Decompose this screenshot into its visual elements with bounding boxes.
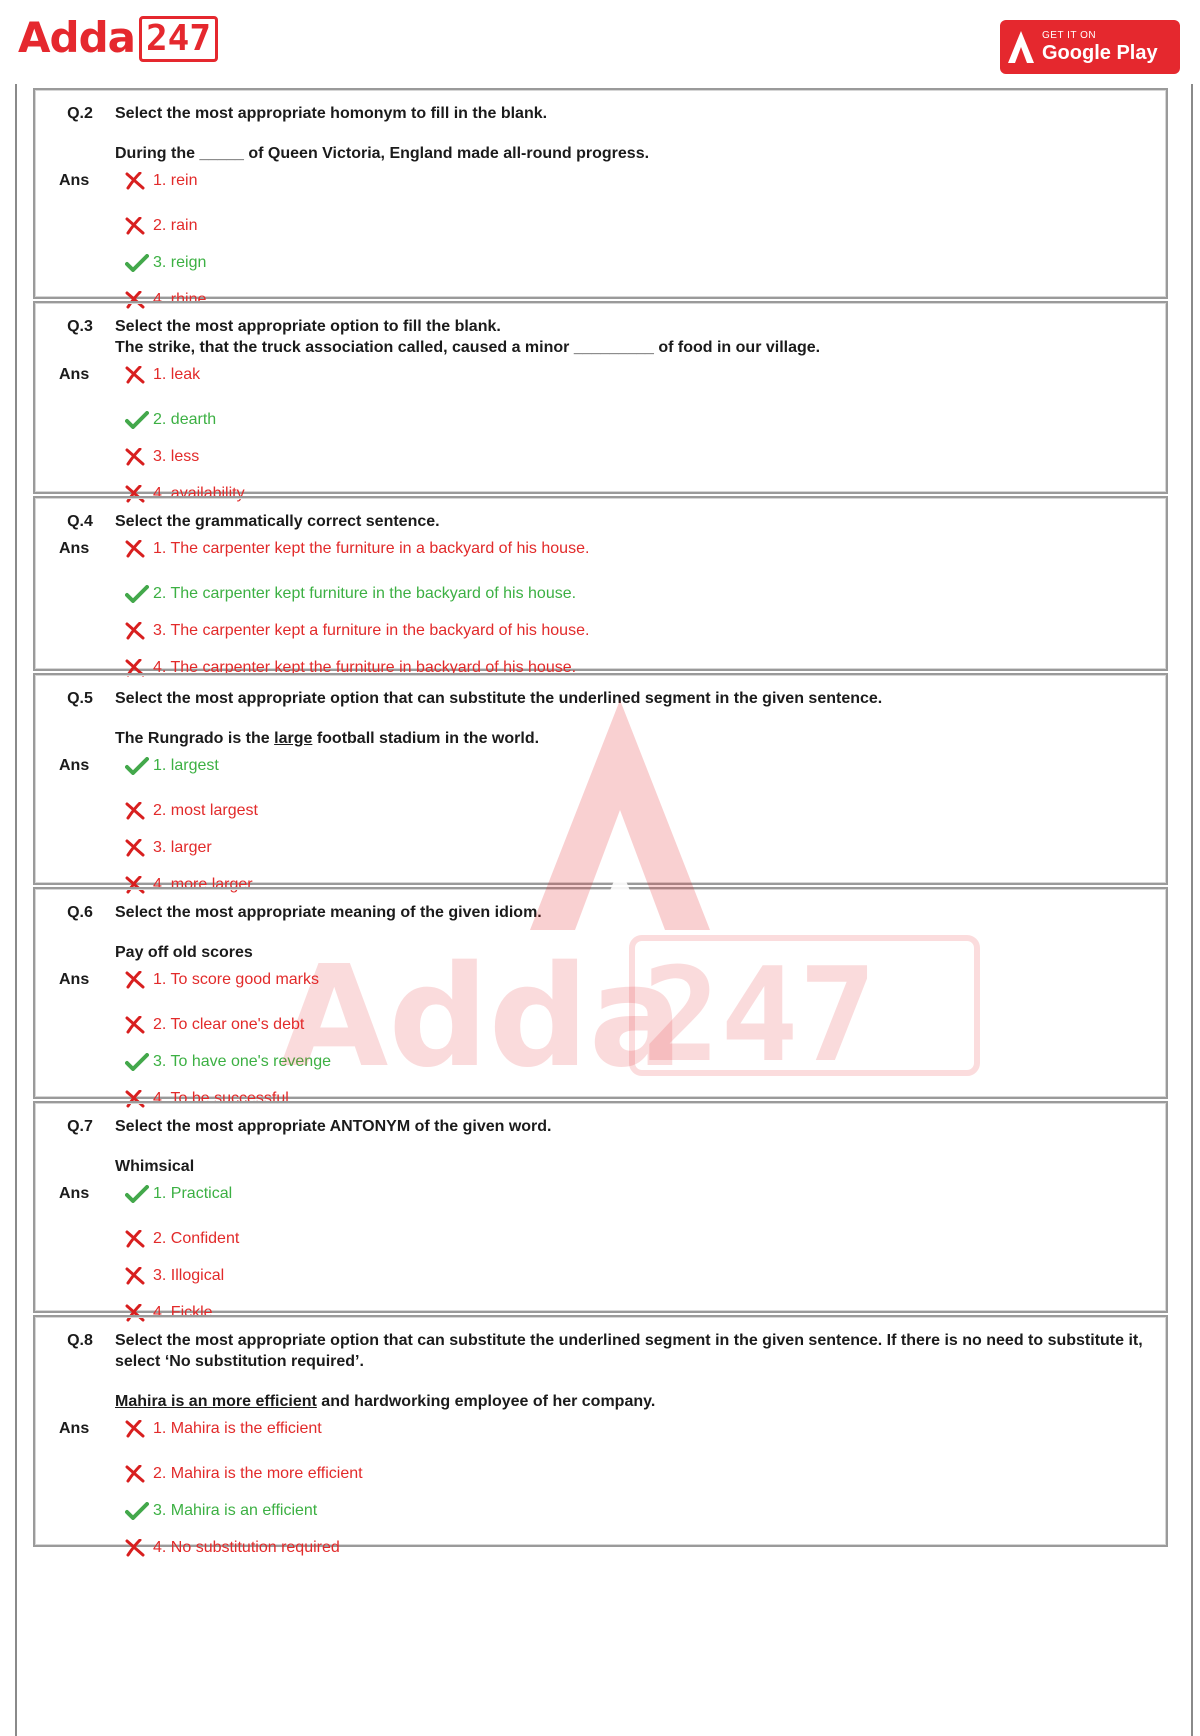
option-label: 4. No substitution required: [153, 1538, 340, 1556]
answer-option: [125, 438, 1150, 475]
question-line: Select the most appropriate homonym to fill in the blank.: [115, 105, 548, 122]
option-label: 2. rain: [153, 216, 198, 234]
option-label: 4. Fickle: [153, 1303, 213, 1321]
logo-text: Adda: [18, 13, 135, 62]
option-label: 1. leak: [153, 366, 201, 383]
question-number: Q.8: [67, 1332, 93, 1349]
cross-icon: [125, 446, 153, 468]
question-text: [115, 511, 1150, 532]
answer-option: [125, 1043, 1150, 1080]
cross-icon: [125, 800, 153, 822]
answer-label: Ans: [59, 1185, 90, 1202]
option-label: 3. larger: [153, 838, 212, 856]
question-line: Select the most appropriate ANTONYM of the given word.: [115, 1118, 552, 1135]
answer-options: [115, 1418, 1150, 1566]
watermark-text: Adda: [280, 936, 684, 1099]
question-number: Q.3: [67, 318, 93, 335]
answer-option: [125, 969, 1150, 991]
answer-options: [115, 364, 1150, 512]
question-sentence: Pay off old scores: [115, 944, 253, 961]
answer-option: [125, 170, 1150, 192]
question-box: [33, 887, 1168, 1107]
check-icon: [125, 1500, 153, 1522]
question-number: Q.7: [67, 1118, 93, 1135]
answer-label: Ans: [59, 971, 90, 988]
question-text: [115, 688, 1150, 749]
question-text: [115, 103, 1150, 164]
option-label: 2. Confident: [153, 1229, 240, 1247]
cross-icon: [125, 1418, 153, 1440]
option-label: 2. To clear one's debt: [153, 1015, 305, 1033]
answer-label: Ans: [59, 1420, 90, 1437]
question-number: Q.5: [67, 690, 93, 707]
check-icon: [125, 409, 153, 431]
badge-big-text: Google Play: [1042, 42, 1158, 64]
answer-options: [115, 1183, 1150, 1331]
option-label: 1. rein: [153, 172, 198, 189]
question-box: [33, 1315, 1168, 1556]
answer-option: [125, 207, 1150, 244]
question-box: [33, 673, 1168, 893]
answer-option: [125, 1418, 1150, 1440]
answer-option: [125, 244, 1150, 281]
cross-icon: [125, 538, 153, 560]
question-line: Select the grammatically correct sentence.: [115, 513, 440, 530]
logo-number: 247: [139, 16, 218, 62]
cross-icon: [125, 969, 153, 991]
check-icon: [125, 1183, 153, 1205]
cross-icon: [125, 1463, 153, 1485]
option-label: 2. dearth: [153, 410, 217, 428]
answer-option: [125, 612, 1150, 649]
question-text: [115, 316, 1150, 358]
option-label: 2. Mahira is the more efficient: [153, 1464, 363, 1482]
answer-options: [115, 538, 1150, 686]
question-box: [33, 496, 1168, 676]
sentence-part: and hardworking employee of her company.: [316, 1393, 656, 1410]
cross-icon: [125, 837, 153, 859]
answer-options: [115, 969, 1150, 1117]
option-label: 4. To be successful: [153, 1089, 289, 1107]
question-list: [33, 88, 1168, 1556]
answer-option: [125, 1455, 1150, 1492]
answer-option: [125, 1006, 1150, 1043]
answer-label: Ans: [59, 757, 90, 774]
question-box: [33, 301, 1168, 502]
check-icon: [125, 583, 153, 605]
option-label: 2. The carpenter kept furniture in the backyard of his house.: [153, 584, 577, 602]
answer-option: [125, 538, 1150, 560]
question-sentence: During the _____ of Queen Victoria, England made all-round progress.: [115, 145, 650, 162]
question-number: Q.6: [67, 904, 93, 921]
option-label: 3. To have one's revenge: [153, 1052, 331, 1070]
sentence-part: football stadium in the world.: [312, 730, 540, 747]
answer-option: [125, 1220, 1150, 1257]
cross-icon: [125, 620, 153, 642]
question-number: Q.2: [67, 105, 93, 122]
option-label: 4. more larger: [153, 875, 253, 893]
option-label: 3. Mahira is an efficient: [153, 1501, 318, 1519]
option-label: 1. Practical: [153, 1185, 233, 1202]
cross-icon: [125, 170, 153, 192]
answer-label: Ans: [59, 540, 90, 557]
question-line: Select the most appropriate option that can substitute the underlined segment in the given sentence. If there is no need to substitute it, select ‘No substitution required’.: [115, 1332, 1143, 1370]
answer-option: [125, 792, 1150, 829]
check-icon: [125, 755, 153, 777]
option-label: 3. less: [153, 447, 200, 465]
option-label: 3. The carpenter kept a furniture in the backyard of his house.: [153, 621, 590, 639]
cross-icon: [125, 1228, 153, 1250]
adda-a-icon: [1000, 20, 1042, 74]
option-label: 1. The carpenter kept the furniture in a backyard of his house.: [153, 540, 590, 557]
question-sentence: Whimsical: [115, 1158, 195, 1175]
question-line: Select the most appropriate option to fill the blank.: [115, 318, 501, 335]
question-text: [115, 902, 1150, 963]
answer-label: Ans: [59, 172, 90, 189]
question-line: The strike, that the truck association called, caused a minor _________ of food in our village.: [115, 339, 821, 356]
cross-icon: [125, 1265, 153, 1287]
question-sentence: [115, 728, 1150, 749]
answer-option: [125, 829, 1150, 866]
answer-option: [125, 1529, 1150, 1566]
answer-label: Ans: [59, 366, 90, 383]
question-box: [33, 1101, 1168, 1321]
answer-option: [125, 364, 1150, 386]
answer-option: [125, 575, 1150, 612]
adda247-logo[interactable]: [18, 14, 218, 62]
option-label: 4. availability: [153, 484, 245, 502]
cross-icon: [125, 1014, 153, 1036]
answer-options: [115, 170, 1150, 318]
question-text: [115, 1116, 1150, 1177]
badge-small-text: GET IT ON: [1042, 30, 1097, 41]
answer-option: [125, 1183, 1150, 1205]
sentence-part: The Rungrado is the: [115, 730, 275, 747]
option-label: 1. Mahira is the efficient: [153, 1420, 322, 1437]
answer-options: [115, 755, 1150, 903]
question-line: Select the most appropriate option that can substitute the underlined segment in the given sentence.: [115, 690, 883, 707]
option-label: 1. To score good marks: [153, 971, 320, 988]
question-number: Q.4: [67, 513, 93, 530]
page-header: [0, 0, 1200, 84]
answer-option: [125, 401, 1150, 438]
question-line: Select the most appropriate meaning of the given idiom.: [115, 904, 542, 921]
option-label: 4. The carpenter kept the furniture in backyard of his house.: [153, 658, 577, 676]
answer-option: [125, 755, 1150, 777]
option-label: 1. largest: [153, 757, 219, 774]
check-icon: [125, 252, 153, 274]
underlined-segment: large: [274, 730, 313, 747]
answer-option: [125, 1492, 1150, 1529]
option-label: 3. reign: [153, 253, 207, 271]
answer-option: [125, 1257, 1150, 1294]
google-play-badge[interactable]: [1000, 20, 1180, 74]
option-label: 4. rhine: [153, 290, 207, 308]
question-box: [33, 88, 1168, 308]
option-label: 2. most largest: [153, 801, 258, 819]
cross-icon: [125, 1537, 153, 1559]
underlined-segment: Mahira is an more efficient: [115, 1393, 317, 1410]
check-icon: [125, 1051, 153, 1073]
watermark-number: 247: [642, 939, 877, 1091]
question-sentence: [115, 1391, 1150, 1412]
cross-icon: [125, 364, 153, 386]
option-label: 3. Illogical: [153, 1266, 225, 1284]
cross-icon: [125, 215, 153, 237]
question-text: [115, 1330, 1150, 1412]
